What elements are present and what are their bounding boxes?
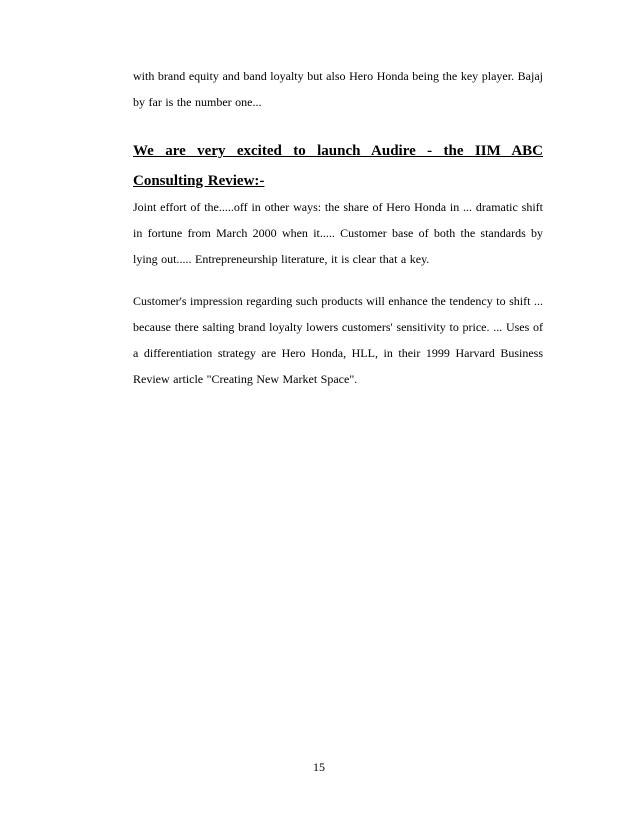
body-paragraph-2: Customer's impression regarding such products will enhance the tendency to shift ... because there salting brand loyalty lowers customers' sensitivity to price. ... Uses of a differentiation strategy are Hero Honda, HLL, in their 1999 Harvard Business Review article "Creating New Market Space". — [133, 294, 543, 386]
page-number: 15 — [313, 760, 325, 774]
intro-paragraph: with brand equity and band loyalty but also Hero Honda being the key player. Bajaj by far is the number one... — [133, 69, 543, 109]
page-content — [133, 63, 543, 392]
body-paragraph-1: Joint effort of the.....off in other ways: the share of Hero Honda in ... dramatic shift in fortune from March 2000 when it..... Customer base of both the standards by lying out..... Entrepreneurship literature, it is clear that a key. — [133, 200, 543, 266]
section-heading: We are very excited to launch Audire - the IIM ABC Consulting Review:- — [133, 143, 543, 189]
